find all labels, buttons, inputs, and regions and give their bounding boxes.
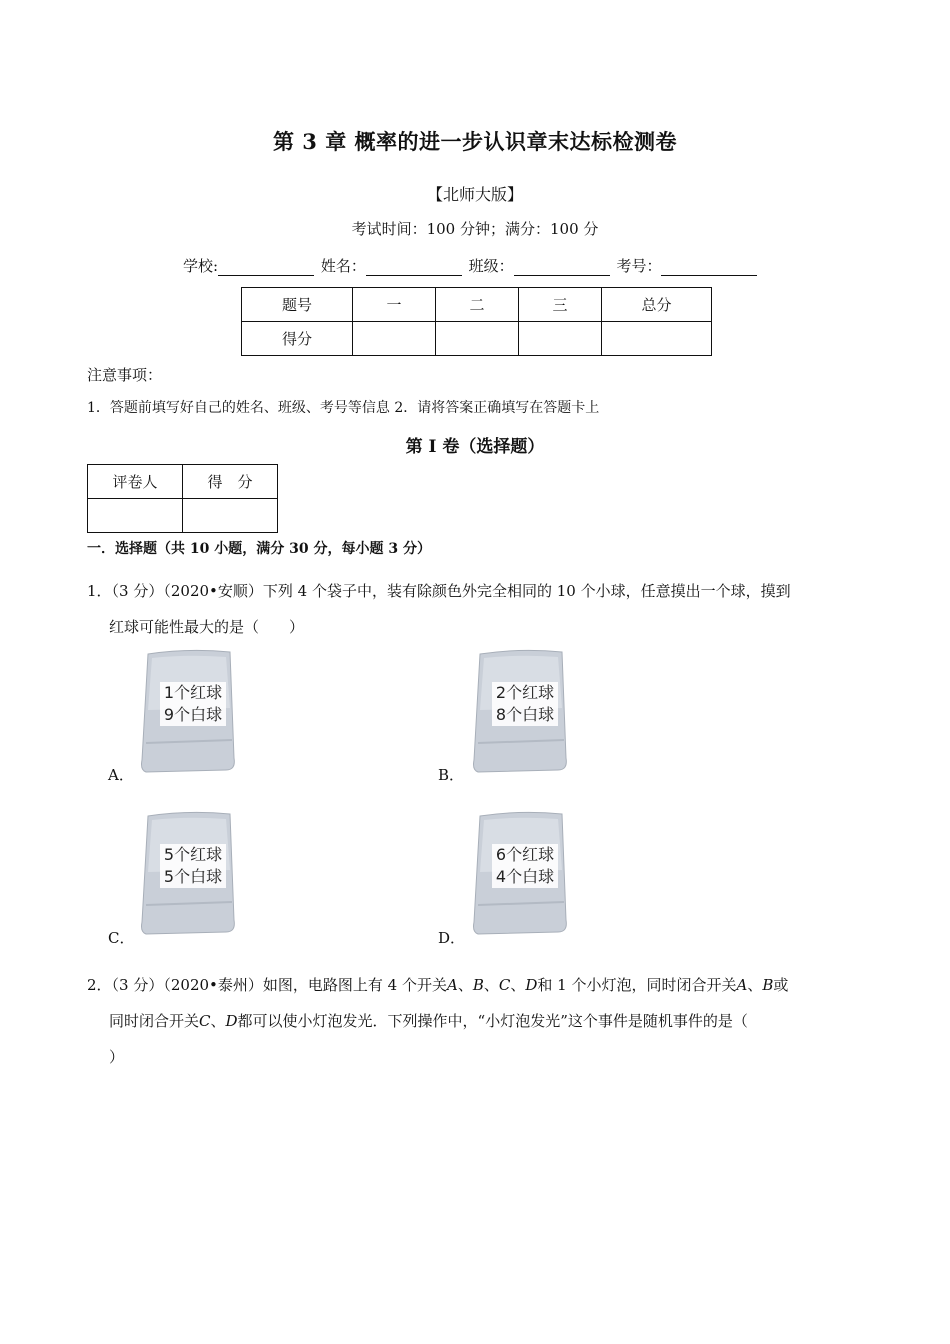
question-2-line-1: [87, 967, 867, 1003]
student-info-line: [183, 255, 759, 276]
score-table-score-row: [242, 322, 712, 356]
q2-text: 2．（3 分）（2020•泰州）如图，电路图上有 4 个开关: [87, 976, 447, 994]
option-a-bag-label: [160, 682, 226, 726]
reviewer-table-blank-row: [88, 499, 278, 533]
option-c-bag-image[interactable]: [138, 810, 238, 935]
q2-sep: 、: [510, 976, 526, 994]
notes-text: 1．答题前填写好自己的姓名、班级、考号等信息 2．请将答案正确填写在答题卡上: [87, 400, 600, 416]
switch-a: A: [446, 976, 458, 994]
class-label: 班级：: [468, 257, 514, 275]
switch-c: C: [199, 1012, 211, 1030]
q2-sep: 、: [457, 976, 473, 994]
question-2-line-3: ）: [109, 1048, 125, 1066]
q2-text: 都可以使小灯泡发光．下列操作中，“小灯泡发光”这个事件是随机事件的是（: [237, 1012, 748, 1030]
page-title: 第 3 章 概率的进一步认识章末达标检测卷: [272, 129, 678, 154]
number-label: 考号：: [616, 257, 662, 275]
edition-label: 【北师大版】: [426, 185, 523, 204]
reviewer-table-header-row: [88, 465, 278, 499]
class-blank[interactable]: [514, 259, 610, 276]
school-blank[interactable]: [218, 259, 314, 276]
question-2: [87, 967, 867, 1075]
question-2-line-2: [87, 1003, 867, 1039]
q2-sep: 、: [483, 976, 499, 994]
option-b-letter[interactable]: B．: [438, 766, 465, 784]
q2-text: 和 1 个小灯泡，同时闭合开关: [537, 976, 737, 994]
name-blank[interactable]: [366, 259, 462, 276]
reviewer-table: [87, 464, 278, 533]
score-header-cell: 一: [353, 288, 436, 322]
score-cell[interactable]: [436, 322, 519, 356]
switch-b: B: [472, 976, 484, 994]
reviewer-score-cell[interactable]: [183, 499, 278, 533]
option-d-bag-label: [492, 844, 558, 888]
score-header-cell: 三: [519, 288, 602, 322]
option-d-white-count: 4个白球: [495, 867, 555, 886]
score-header-cell: 总分: [602, 288, 712, 322]
switch-d: D: [525, 976, 538, 994]
name-label: 姓名：: [320, 257, 366, 275]
exam-time-info: 考试时间：100 分钟；满分：100 分: [351, 220, 599, 238]
number-blank[interactable]: [661, 259, 757, 276]
option-b-white-count: 8个白球: [495, 705, 555, 724]
option-a-white-count: 9个白球: [163, 705, 223, 724]
reviewer-label: 评卷人: [88, 465, 183, 499]
option-b-red-count: 2个红球: [495, 683, 555, 702]
score-cell[interactable]: [519, 322, 602, 356]
option-d-letter[interactable]: D．: [438, 929, 466, 947]
score-cell[interactable]: [353, 322, 436, 356]
option-c-red-count: 5个红球: [163, 845, 223, 864]
score-table-header-row: [242, 288, 712, 322]
switch-c: C: [498, 976, 511, 994]
q2-sep: 、: [210, 1012, 226, 1030]
score-table: [241, 287, 712, 356]
option-a-bag-image[interactable]: [138, 648, 238, 773]
reviewer-cell[interactable]: [88, 499, 183, 533]
score-cell[interactable]: [602, 322, 712, 356]
option-c-white-count: 5个白球: [163, 867, 223, 886]
reviewer-score-label: 得 分: [183, 465, 278, 499]
option-a-letter[interactable]: A．: [108, 766, 134, 784]
question-1-line-2: 红球可能性最大的是（ ）: [109, 618, 305, 636]
section-title: 第 Ⅰ 卷（选择题）: [405, 437, 545, 457]
school-label: 学校:: [183, 257, 219, 275]
switch-d: D: [225, 1012, 238, 1030]
question-1-line-1: 1．（3 分）（2020•安顺）下列 4 个袋子中，装有除颜色外完全相同的 10 个小球，任意摸出一个球，摸到: [87, 582, 791, 600]
q2-text: 同时闭合开关: [109, 1012, 200, 1030]
option-c-bag-label: [160, 844, 226, 888]
q2-text: 或: [773, 976, 789, 994]
part-title: 一．选择题（共 10 小题，满分 30 分，每小题 3 分）: [87, 541, 431, 557]
option-d-red-count: 6个红球: [495, 845, 555, 864]
switch-b: B: [762, 976, 774, 994]
score-header-cell: 二: [436, 288, 519, 322]
option-b-bag-label: [492, 682, 558, 726]
q2-sep: 、: [747, 976, 763, 994]
switch-a: A: [736, 976, 748, 994]
option-a-red-count: 1个红球: [163, 683, 223, 702]
score-row-label: 得分: [242, 322, 353, 356]
option-c-letter[interactable]: C．: [108, 929, 135, 947]
question-1: [87, 573, 867, 645]
option-d-bag-image[interactable]: [470, 810, 570, 935]
option-b-bag-image[interactable]: [470, 648, 570, 773]
score-header-cell: 题号: [242, 288, 353, 322]
notes-title: 注意事项：: [87, 366, 163, 384]
